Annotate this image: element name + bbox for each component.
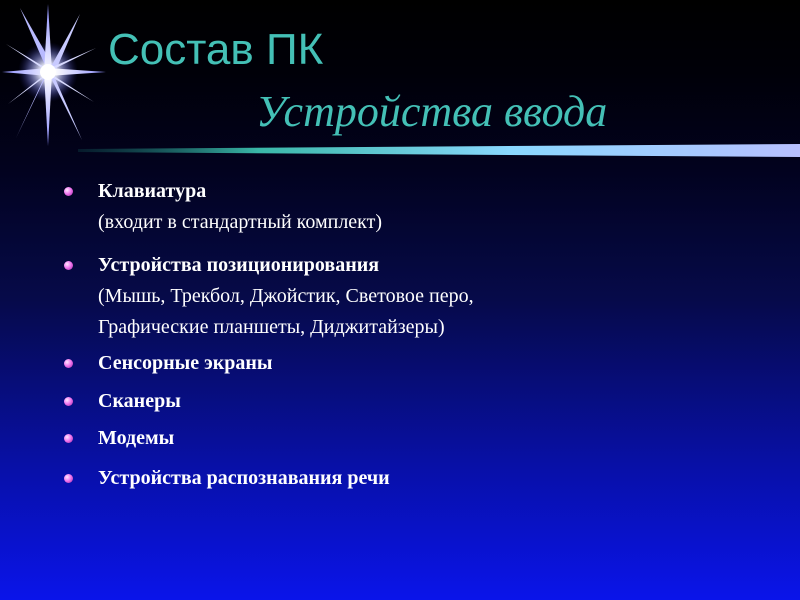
bullet-dot-icon (64, 434, 73, 443)
title-divider (78, 144, 800, 157)
slide-subtitle: Устройства ввода (256, 87, 608, 136)
list-item-title: Сенсорные экраны (98, 352, 273, 374)
list-item-note: (Мышь, Трекбол, Джойстик, Световое перо, (98, 285, 474, 307)
list-item-note: (входит в стандартный комплект) (98, 211, 383, 233)
list-item-title: Сканеры (98, 390, 181, 412)
list-item-title: Модемы (98, 427, 175, 449)
list-item-title: Устройства распознавания речи (98, 467, 390, 489)
list-item-note: Графические планшеты, Диджитайзеры) (98, 316, 445, 338)
list-item-title: Устройства позиционирования (98, 254, 380, 276)
list-item-title: Клавиатура (98, 180, 207, 202)
bullet-dot-icon (64, 359, 73, 368)
bullet-dot-icon (64, 397, 73, 406)
star-icon (0, 0, 110, 150)
slide-title: Состав ПК (108, 25, 324, 74)
bullet-dot-icon (64, 187, 73, 196)
bullet-dot-icon (64, 474, 73, 483)
bullet-dot-icon (64, 261, 73, 270)
